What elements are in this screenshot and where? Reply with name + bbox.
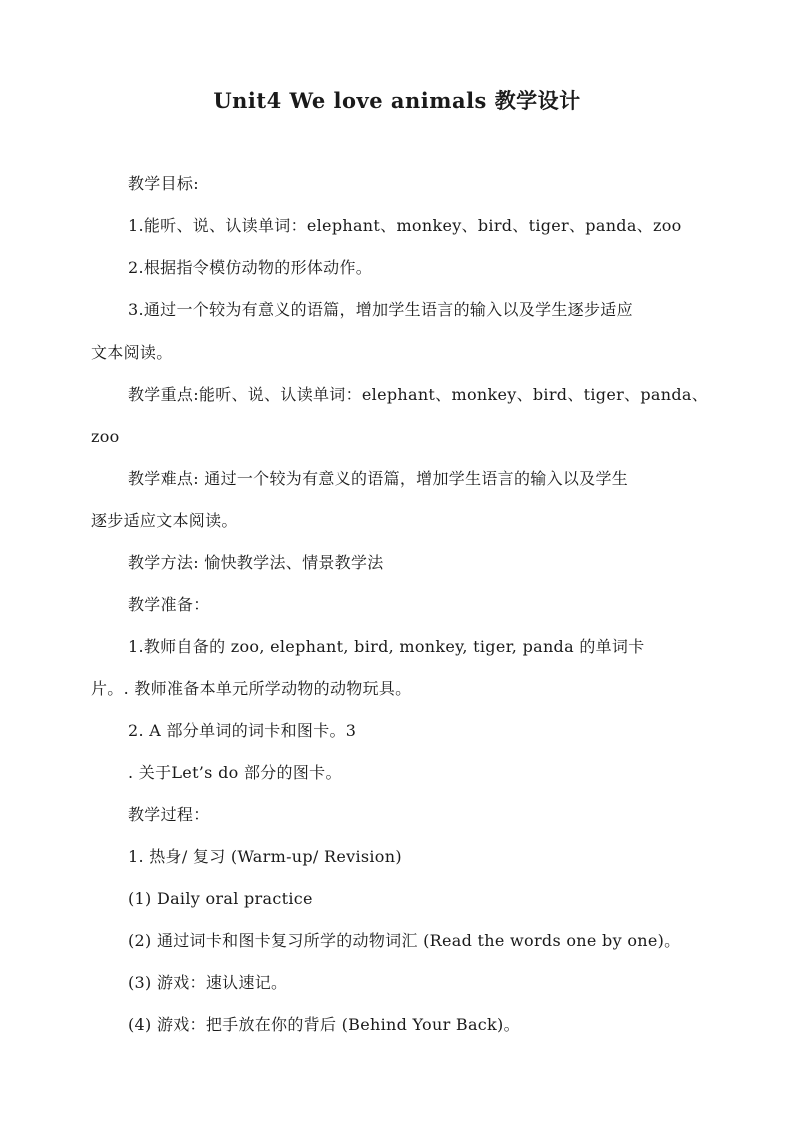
procedure-step-1-3: (3) 游戏：速认速记。 bbox=[128, 973, 288, 992]
key-points: 教学重点:能听、说、认读单词：elephant、monkey、bird、tiger、panda、 bbox=[128, 385, 709, 404]
procedure-step-1-1: (1) Daily oral practice bbox=[128, 889, 313, 908]
teaching-methods: 教学方法: 愉快教学法、情景教学法 bbox=[128, 553, 384, 572]
objective-1: 1.能听、说、认读单词：elephant、monkey、bird、tiger、panda、zoo bbox=[128, 216, 682, 235]
preparation-1: 1.教师自备的 zoo, elephant, bird, monkey, tiger, panda 的单词卡 bbox=[128, 637, 645, 656]
section-objectives-heading: 教学目标: bbox=[128, 174, 199, 193]
objective-2: 2.根据指令模仿动物的形体动作。 bbox=[128, 258, 373, 277]
objective-3: 3.通过一个较为有意义的语篇，增加学生语言的输入以及学生逐步适应 bbox=[128, 300, 633, 319]
preparation-heading: 教学准备： bbox=[128, 595, 210, 614]
preparation-1-continued: 片。. 教师准备本单元所学动物的动物玩具。 bbox=[91, 679, 412, 698]
procedure-heading: 教学过程： bbox=[128, 805, 210, 824]
preparation-3: . 关于Let’s do 部分的图卡。 bbox=[128, 763, 342, 782]
procedure-step-1-2: (2) 通过词卡和图卡复习所学的动物词汇 (Read the words one by one)。 bbox=[128, 931, 681, 950]
difficult-points-continued: 逐步适应文本阅读。 bbox=[91, 511, 238, 530]
difficult-points: 教学难点: 通过一个较为有意义的语篇，增加学生语言的输入以及学生 bbox=[128, 469, 629, 488]
procedure-step-1: 1. 热身/ 复习 (Warm-up/ Revision) bbox=[128, 847, 402, 866]
key-points-continued: zoo bbox=[91, 427, 120, 446]
procedure-step-1-4: (4) 游戏：把手放在你的背后 (Behind Your Back)。 bbox=[128, 1015, 520, 1034]
preparation-2: 2. A 部分单词的词卡和图卡。3 bbox=[128, 721, 357, 740]
document-title: Unit4 We love animals 教学设计 bbox=[213, 88, 581, 113]
objective-3-continued: 文本阅读。 bbox=[91, 343, 173, 362]
